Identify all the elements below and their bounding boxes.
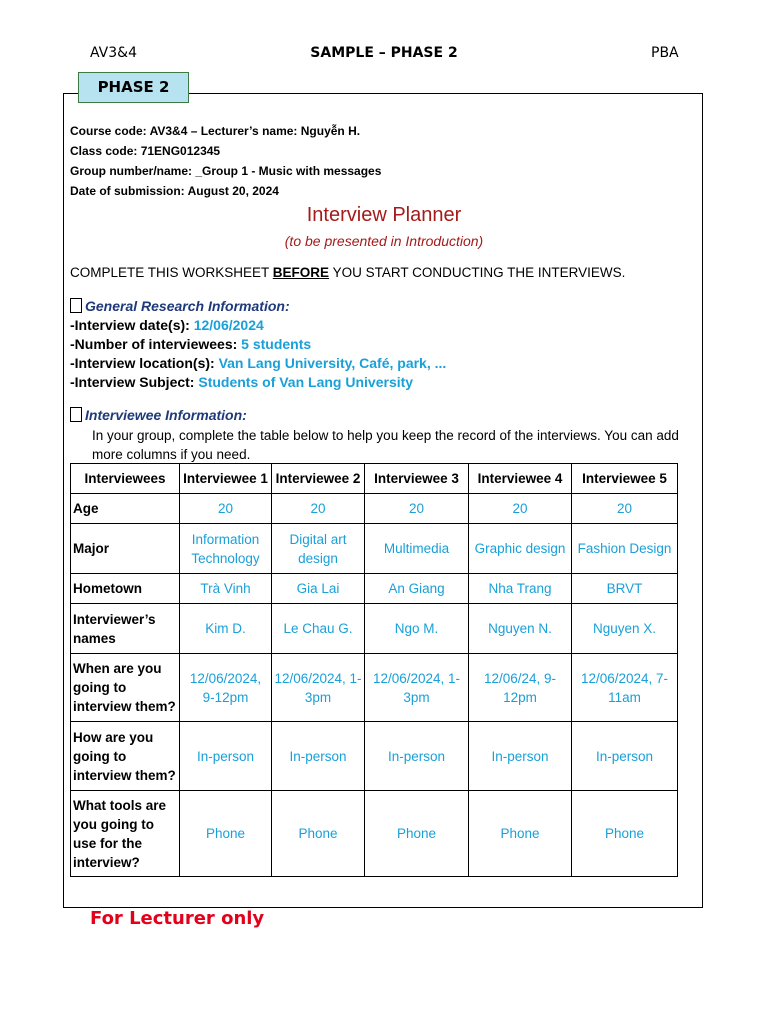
submission-date-line: Date of submission: August 20, 2024 xyxy=(70,184,279,198)
interview-subject-label: -Interview Subject: xyxy=(70,374,199,390)
table-cell: Information Technology xyxy=(180,524,272,574)
lecturer-only-note: For Lecturer only xyxy=(90,908,265,929)
table-cell: Fashion Design xyxy=(572,524,678,574)
table-row xyxy=(71,604,678,654)
general-info-heading-text: General Research Information: xyxy=(85,298,290,314)
table-row xyxy=(71,722,678,791)
table-row xyxy=(71,574,678,604)
table-cell: Phone xyxy=(469,791,572,877)
interviewee-count-line xyxy=(70,336,311,352)
table-cell: In-person xyxy=(572,722,678,791)
interview-location-line xyxy=(70,355,446,371)
table-cell: Graphic design xyxy=(469,524,572,574)
instruction-line xyxy=(70,265,625,280)
table-cell: Trà Vinh xyxy=(180,574,272,604)
instruction-emphasis: BEFORE xyxy=(272,265,330,280)
page-title: Interview Planner xyxy=(306,204,462,226)
table-cell: Multimedia xyxy=(365,524,469,574)
row-label: Interviewer’s names xyxy=(71,604,180,654)
table-header: Interviewee 3 xyxy=(365,464,469,494)
class-code-line: Class code: 71ENG012345 xyxy=(70,144,221,158)
table-header: Interviewee 1 xyxy=(180,464,272,494)
instruction-after: YOU START CONDUCTING THE INTERVIEWS. xyxy=(329,265,626,280)
instruction-before: COMPLETE THIS WORKSHEET xyxy=(70,265,273,280)
table-cell: Nguyen X. xyxy=(572,604,678,654)
table-cell: 20 xyxy=(272,494,365,524)
interview-subject-value: Students of Van Lang University xyxy=(198,374,414,390)
table-cell: Digital art design xyxy=(272,524,365,574)
table-cell: In-person xyxy=(365,722,469,791)
table-cell: Kim D. xyxy=(180,604,272,654)
table-header: Interviewee 5 xyxy=(572,464,678,494)
checkbox-icon xyxy=(70,298,82,313)
table-cell: Nha Trang xyxy=(469,574,572,604)
row-label: When are you going to interview them? xyxy=(71,654,180,722)
interviewee-info-heading xyxy=(70,407,247,423)
table-cell: Phone xyxy=(572,791,678,877)
table-row xyxy=(71,524,678,574)
table-cell: Phone xyxy=(365,791,469,877)
checkbox-icon xyxy=(70,407,82,422)
table-cell: In-person xyxy=(180,722,272,791)
table-cell: 20 xyxy=(572,494,678,524)
phase-tab: PHASE 2 xyxy=(78,72,189,103)
interview-subject-line xyxy=(70,374,413,390)
table-cell: Le Chau G. xyxy=(272,604,365,654)
interview-location-value: Van Lang University, Café, park, ... xyxy=(218,355,447,371)
interviewee-count-value: 5 students xyxy=(241,336,312,352)
table-cell: Nguyen N. xyxy=(469,604,572,654)
header-title: SAMPLE – PHASE 2 xyxy=(310,45,458,61)
interviewee-count-label: -Number of interviewees: xyxy=(70,336,242,352)
header-left: AV3&4 xyxy=(90,45,137,61)
page-subtitle: (to be presented in Introduction) xyxy=(284,233,484,249)
interview-location-label: -Interview location(s): xyxy=(70,355,219,371)
table-cell: 12/06/24, 9-12pm xyxy=(469,654,572,722)
table-row xyxy=(71,654,678,722)
table-header: Interviewee 4 xyxy=(469,464,572,494)
table-header-row xyxy=(71,464,678,494)
table-header: Interviewees xyxy=(71,464,180,494)
interview-date-label: -Interview date(s): xyxy=(70,317,194,333)
header-right: PBA xyxy=(651,45,679,61)
row-label: How are you going to interview them? xyxy=(71,722,180,791)
table-cell: Ngo M. xyxy=(365,604,469,654)
table-cell: Gia Lai xyxy=(272,574,365,604)
table-cell: In-person xyxy=(469,722,572,791)
row-label: What tools are you going to use for the interview? xyxy=(71,791,180,877)
table-cell: 12/06/2024, 9-12pm xyxy=(180,654,272,722)
table-cell: An Giang xyxy=(365,574,469,604)
table-cell: 20 xyxy=(469,494,572,524)
table-cell: BRVT xyxy=(572,574,678,604)
table-row xyxy=(71,791,678,877)
general-info-heading xyxy=(70,298,290,314)
table-header: Interviewee 2 xyxy=(272,464,365,494)
table-cell: 12/06/2024, 7-11am xyxy=(572,654,678,722)
table-cell: In-person xyxy=(272,722,365,791)
table-cell: 12/06/2024, 1-3pm xyxy=(272,654,365,722)
interview-date-value: 12/06/2024 xyxy=(193,317,264,333)
interviewee-instructions: In your group, complete the table below to help you keep the record of the interviews. You can add more columns if you need. xyxy=(92,428,679,462)
table-cell: 20 xyxy=(180,494,272,524)
table-cell: Phone xyxy=(272,791,365,877)
course-code-line: Course code: AV3&4 – Lecturer’s name: Nguyễn H. xyxy=(70,124,361,138)
group-line: Group number/name: _Group 1 - Music with messages xyxy=(70,164,382,178)
table-cell: 12/06/2024, 1-3pm xyxy=(365,654,469,722)
row-label: Hometown xyxy=(71,574,180,604)
row-label: Age xyxy=(71,494,180,524)
table-row xyxy=(71,494,678,524)
interviewee-info-heading-text: Interviewee Information: xyxy=(85,407,247,423)
interview-date-line xyxy=(70,317,264,333)
row-label: Major xyxy=(71,524,180,574)
table-cell: 20 xyxy=(365,494,469,524)
interviewee-table xyxy=(70,463,678,877)
table-cell: Phone xyxy=(180,791,272,877)
